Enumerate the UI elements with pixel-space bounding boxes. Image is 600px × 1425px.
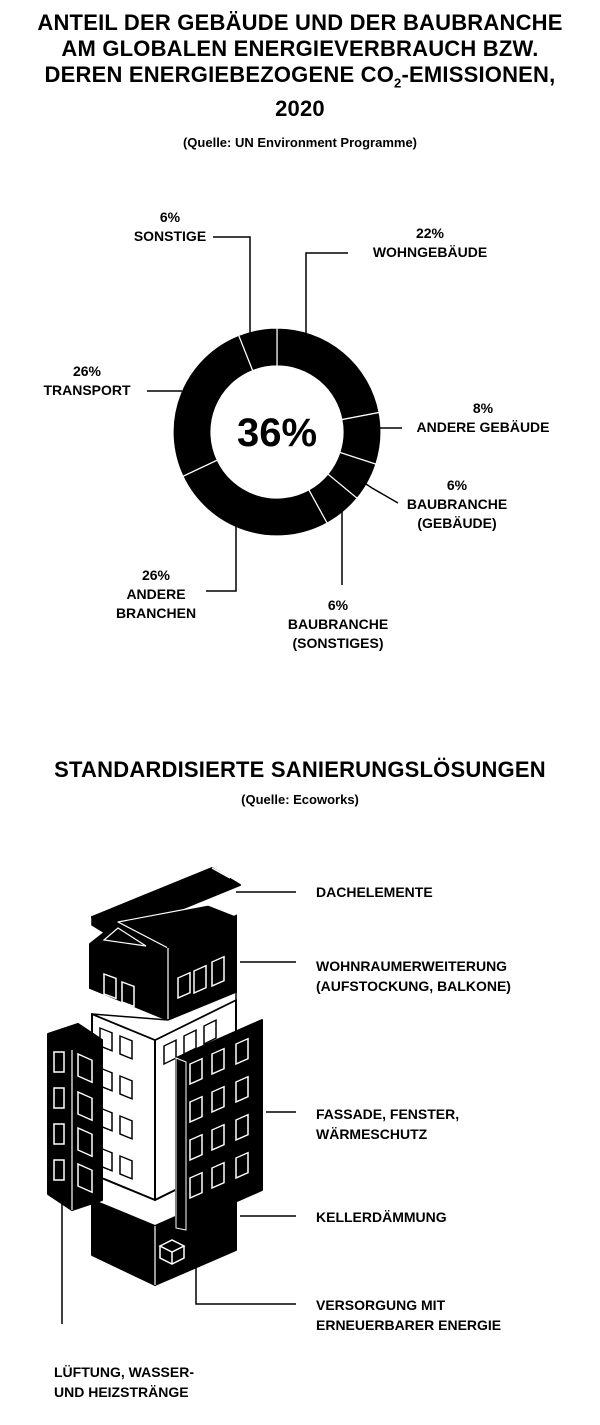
label-fassade-line2: WÄRMESCHUTZ xyxy=(316,1126,428,1142)
label-keller xyxy=(316,1207,447,1227)
label-fassade xyxy=(316,1104,459,1144)
label-transport-value: 26% xyxy=(72,363,102,379)
label-baubranche-gebaeude-name: BAUBRANCHE xyxy=(406,496,508,512)
label-dachelemente xyxy=(316,882,433,902)
label-baubranche-sonstiges-value: 6% xyxy=(327,597,349,613)
label-baubranche-sonstiges-name: BAUBRANCHE xyxy=(287,616,389,632)
label-transport-name: TRANSPORT xyxy=(43,382,131,398)
label-baubranche-gebaeude-name2: (GEBÄUDE) xyxy=(417,515,497,531)
label-andere-gebaeude xyxy=(398,399,568,437)
donut-slice-4 xyxy=(183,460,327,536)
label-lueftung-line2: UND HEIZSTRÄNGE xyxy=(54,1384,189,1400)
label-baubranche-sonstiges xyxy=(273,596,403,653)
title-line-4: 2020 xyxy=(275,96,325,122)
label-wohnraum xyxy=(316,956,511,996)
section2-title: STANDARDISIERTE SANIERUNGSLÖSUNGEN xyxy=(54,757,546,782)
leader-wohngebaeude xyxy=(306,253,348,338)
label-wohnraum-line1: WOHNRAUMERWEITERUNG xyxy=(316,958,508,974)
label-wohngebaeude-value: 22% xyxy=(415,225,445,241)
title-line-3-suffix: -EMISSIONEN, xyxy=(401,62,556,87)
leader-versorgung xyxy=(196,1262,296,1304)
label-keller-text: KELLERDÄMMUNG xyxy=(316,1209,447,1225)
label-andere-branchen-value: 26% xyxy=(141,567,171,583)
title-line-2: AM GLOBALEN ENERGIEVERBRAUCH BZW. xyxy=(61,36,539,61)
label-transport xyxy=(22,362,152,400)
label-andere-gebaeude-name: ANDERE GEBÄUDE xyxy=(416,419,550,435)
title-line-3-text: DEREN ENERGIEBEZOGENE CO xyxy=(44,62,395,87)
label-sonstige-name: SONSTIGE xyxy=(133,228,207,244)
title-line-1: ANTEIL DER GEBÄUDE UND DER BAUBRANCHE xyxy=(37,10,563,35)
label-baubranche-sonstiges-name2: (SONSTIGES) xyxy=(292,635,384,651)
label-baubranche-gebaeude xyxy=(392,476,522,533)
label-wohnraum-line2: (AUFSTOCKUNG, BALKONE) xyxy=(316,978,511,994)
label-sonstige xyxy=(110,208,230,246)
label-andere-branchen xyxy=(96,566,216,623)
label-andere-branchen-name2: BRANCHEN xyxy=(115,605,197,621)
section2-source: (Quelle: Ecoworks) xyxy=(241,792,359,807)
label-wohngebaeude xyxy=(350,224,510,262)
label-baubranche-gebaeude-value: 6% xyxy=(446,477,468,493)
label-fassade-line1: FASSADE, FENSTER, xyxy=(316,1106,460,1122)
label-wohngebaeude-name: WOHNGEBÄUDE xyxy=(372,244,488,260)
donut-center-value: 36% xyxy=(236,411,318,455)
right-facade-panel xyxy=(176,1020,262,1230)
left-facade-panel xyxy=(48,1024,102,1210)
title-subscript: 2 xyxy=(394,75,402,91)
label-versorgung-line1: VERSORGUNG MIT xyxy=(316,1297,446,1313)
label-lueftung-line1: LÜFTUNG, WASSER- xyxy=(54,1364,194,1380)
label-sonstige-value: 6% xyxy=(159,209,181,225)
label-lueftung xyxy=(54,1362,194,1402)
donut-chart xyxy=(0,0,600,700)
label-andere-gebaeude-value: 8% xyxy=(472,400,494,416)
leader-sonstige xyxy=(213,237,250,338)
label-andere-branchen-name: ANDERE xyxy=(126,586,186,602)
donut-slice-0 xyxy=(277,328,379,420)
building-illustration xyxy=(0,860,600,1420)
chart-source: (Quelle: UN Environment Programme) xyxy=(182,135,418,150)
label-versorgung xyxy=(316,1295,501,1335)
label-versorgung-line2: ERNEUERBARER ENERGIE xyxy=(316,1317,502,1333)
label-dachelemente-text: DACHELEMENTE xyxy=(316,884,433,900)
